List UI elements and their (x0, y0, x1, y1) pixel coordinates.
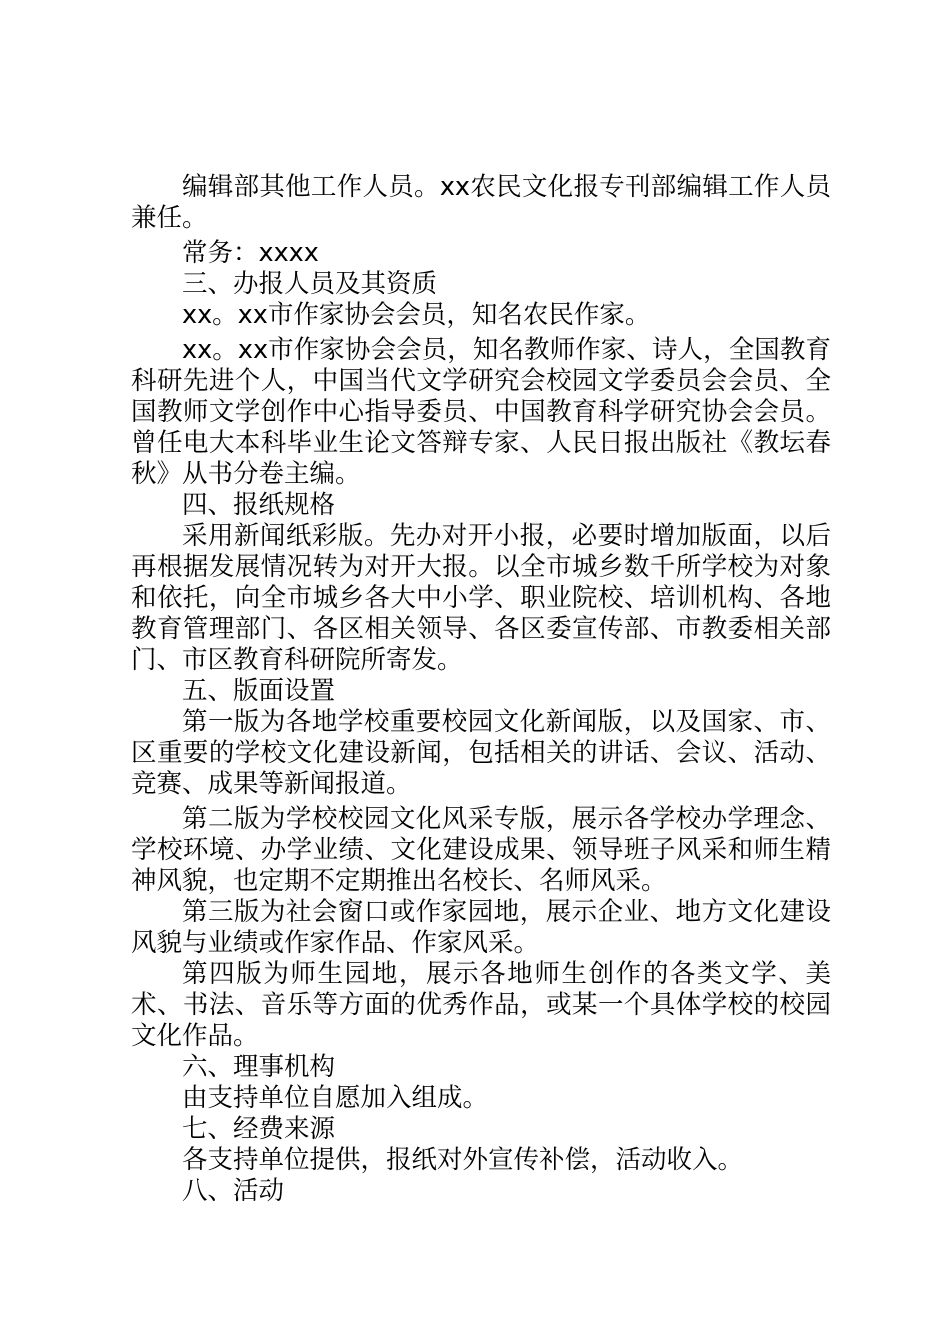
paragraph-staff-member-2: xx。xx市作家协会会员，知名教师作家、诗人，全国教育科研先进个人，中国当代文学研究会校园文学委员会会员、全国教师文学创作中心指导委员、中国教育科学研究协会会员。曾任电大本科毕业生论文答辩专家、人民日报出版社《教坛春秋》从书分卷主编。 (131, 335, 831, 489)
paragraph-staff-member-1: xx。xx市作家协会会员，知名农民作家。 (182, 300, 651, 330)
document-body (131, 172, 831, 1207)
paragraph-page-one: 第一版为各地学校重要校园文化新闻版，以及国家、市、区重要的学校文化建设新闻，包括相关的讲话、会议、活动、竞赛、成果等新闻报道。 (131, 707, 831, 799)
paragraph-newspaper-spec: 采用新闻纸彩版。先办对开小报，必要时增加版面，以后再根据发展情况转为对开大报。以全市城乡数千所学校为对象和依托，向全市城乡各大中小学、职业院校、培训机构、各地教育管理部门、各区相关领导、各区委宣传部、市教委相关部门、市区教育科研院所寄发。 (131, 521, 831, 675)
section-heading-activities: 八、活动 (182, 1176, 285, 1206)
paragraph-funding: 各支持单位提供，报纸对外宣传补偿，活动收入。 (182, 1145, 744, 1175)
section-heading-page-layout: 五、版面设置 (182, 676, 336, 706)
paragraph-page-two: 第二版为学校校园文化风采专版，展示各学校办学理念、学校环境、办学业绩、文化建设成果、领导班子风采和师生精神风貌，也定期不定期推出名校长、名师风采。 (131, 804, 831, 896)
paragraph-page-four: 第四版为师生园地，展示各地师生创作的各类文学、美术、书法、音乐等方面的优秀作品，或某一个具体学校的校园文化作品。 (131, 959, 831, 1051)
paragraph-editorial-staff: 编辑部其他工作人员。xx农民文化报专刊部编辑工作人员兼任。 (131, 172, 831, 233)
paragraph-page-three: 第三版为社会窗口或作家园地，展示企业、地方文化建设风貌与业绩或作家作品、作家风采。 (131, 897, 831, 958)
paragraph-council: 由支持单位自愿加入组成。 (182, 1083, 489, 1113)
section-heading-funding: 七、经费来源 (182, 1114, 336, 1144)
paragraph-executive: 常务：xxxx (182, 238, 319, 268)
section-heading-staff-qualifications: 三、办报人员及其资质 (182, 269, 438, 299)
section-heading-council: 六、理事机构 (182, 1052, 336, 1082)
section-heading-newspaper-spec: 四、报纸规格 (182, 490, 336, 520)
